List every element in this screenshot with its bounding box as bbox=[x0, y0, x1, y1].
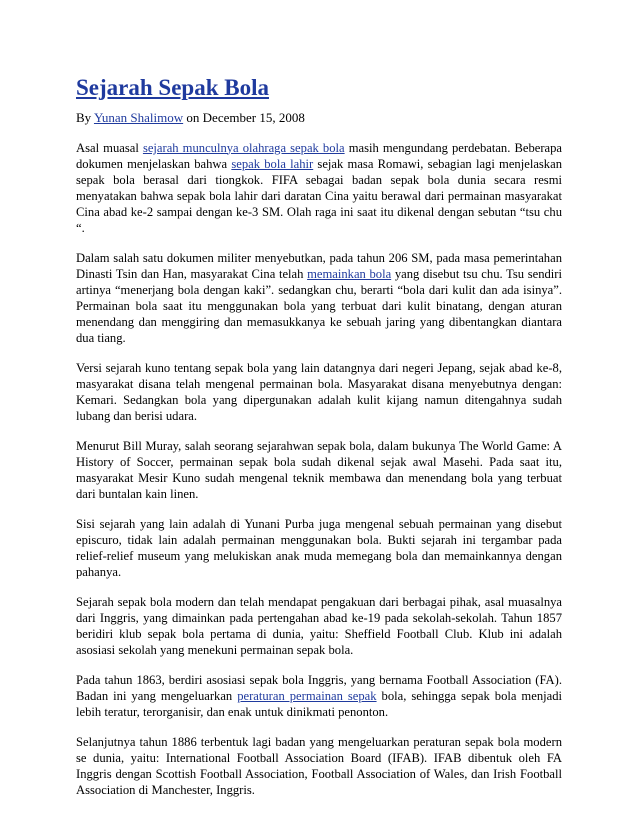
paragraph-1 bbox=[76, 140, 562, 236]
article bbox=[76, 74, 562, 812]
paragraph-3: Versi sejarah kuno tentang sepak bola yang lain datangnya dari negeri Jepang, sejak abad ke-8, masyarakat disana telah mengenal permainan bola. Masyarakat disana menyebutnya dengan: Kemari. Sedangkan bola yang dipergunakan adalah kulit kijang namun ditengahnya sudah lubang dan berisi udara. bbox=[76, 360, 562, 423]
byline bbox=[76, 110, 562, 126]
paragraph-7 bbox=[76, 672, 562, 720]
p1-text-b: masih mengundang perdebatan. Beberapa dokumen menjelaskan bahwa bbox=[76, 140, 563, 171]
p2-text-b: yang disebut tsu chu. Tsu sendiri artinya “menerjang bola dengan kaki”. sedangkan chu, berarti “bola dari kulit dan ada isinya”. Permainan bola saat itu menggunakan bola yang terbuat dari kulit binatang, dengan aturan menendang dan menggiring dan memasukkanya ke sebuah jaring yang dibentangkan diantara dua tiang. bbox=[76, 266, 562, 345]
author-link[interactable]: Yunan Shalimow bbox=[93, 109, 184, 125]
p1-text-a: Asal muasal bbox=[76, 140, 143, 155]
paragraph-2 bbox=[76, 250, 562, 346]
link-peraturan-permainan[interactable]: peraturan permainan sepak bbox=[237, 688, 377, 703]
link-memainkan-bola[interactable]: memainkan bola bbox=[307, 266, 392, 281]
paragraph-6: Sejarah sepak bola modern dan telah mendapat pengakuan dari berbagai pihak, asal muasalnya dari Inggris, yang dimainkan pada pertengahan abad ke-19 pada sekolah-sekolah. Tahun 1857 beridiri klub sepak bola pertama di dunia, yaitu: Sheffield Football Club. Klub ini adalah asosiasi sekolah yang menekuni permainan sepak bola. bbox=[76, 594, 562, 657]
paragraph-5: Sisi sejarah yang lain adalah di Yunani Purba juga mengenal sebuah permainan yang disebut episcuro, tidak lain adalah permainan menggunakan bola. Bukti sejarah ini tergambar pada relief-relief museum yang melukiskan anak muda memegang bola dan memainkannya dengan pahanya. bbox=[76, 516, 562, 579]
paragraph-4: Menurut Bill Muray, salah seorang sejarahwan sepak bola, dalam bukunya The World Game: A History of Soccer, permainan sepak bola sudah dikenal sejak awal Masehi. Pada saat itu, masyarakat Mesir Kuno sudah mengenal teknik membawa dan menendang bola yang terbuat dari buntalan kain linen. bbox=[76, 438, 562, 501]
article-title[interactable]: Sejarah Sepak Bola bbox=[76, 75, 269, 100]
byline-date: on December 15, 2008 bbox=[183, 109, 305, 125]
p2-text-a: Dalam salah satu dokumen militer menyebutkan, pada tahun 206 SM, pada masa pemerintahan Dinasti Tsin dan Han, masyarakat Cina telah bbox=[76, 250, 562, 281]
byline-prefix: By bbox=[76, 109, 94, 125]
link-sejarah-sepak-bola[interactable]: sejarah munculnya olahraga sepak bola bbox=[142, 140, 345, 155]
link-sepak-bola-lahir[interactable]: sepak bola lahir bbox=[231, 156, 314, 171]
p7-text-b: bola, sehingga sepak bola menjadi lebih teratur, terorganisir, dan enak untuk dinikmati penonton. bbox=[76, 688, 563, 719]
p7-text-a: Pada tahun 1863, berdiri asosiasi sepak bola Inggris, yang bernama Football Association (FA). Badan ini yang mengeluarkan bbox=[76, 672, 562, 703]
p1-text-c: sejak masa Romawi, sebagian lagi menjelaskan sepak bola berasal dari tiongkok. FIFA sebagai badan sepak bola dunia secara resmi menyatakan bahwa sepak bola lahir dari daratan Cina yaitu berawal dari permainan masyarakat Cina abad ke-2 sampai dengan ke-3 SM. Olah raga ini saat itu dikenal dengan sebutan “tsu chu “. bbox=[76, 156, 562, 235]
paragraph-8: Selanjutnya tahun 1886 terbentuk lagi badan yang mengeluarkan peraturan sepak bola modern se dunia, yaitu: International Football Association Board (IFAB). IFAB dibentuk oleh FA Inggris dengan Scottish Football Association, Football Association of Wales, dan Irish Football Association di Manchester, Inggris. bbox=[76, 734, 562, 797]
